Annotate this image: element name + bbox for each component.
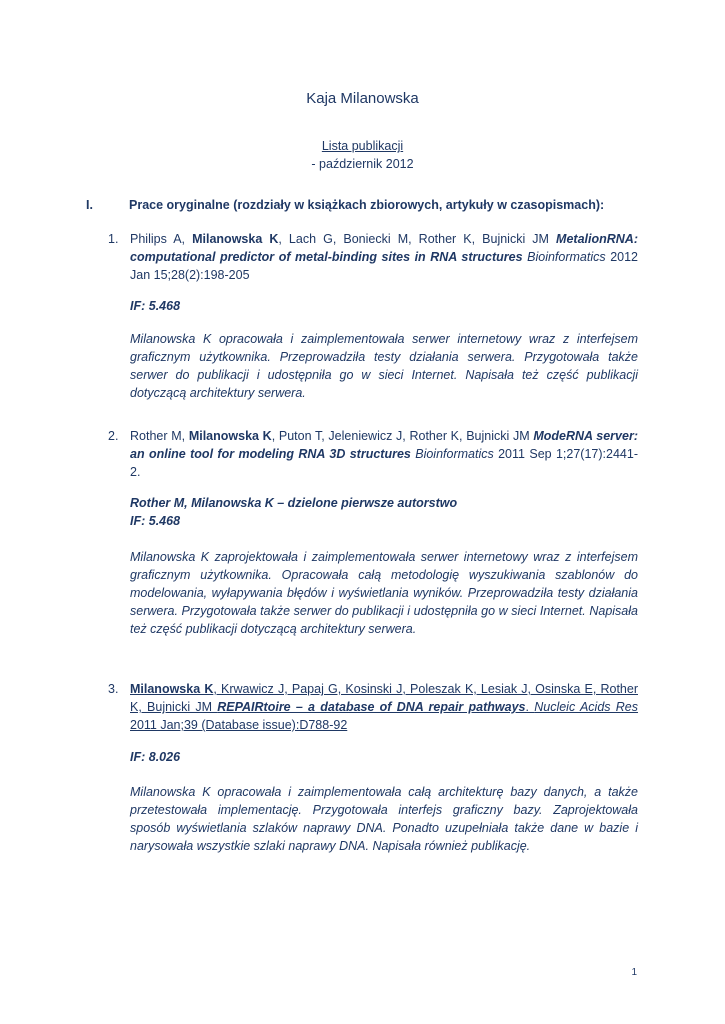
publication-title: REPAIRtoire – a database of DNA repair pathways [217, 700, 526, 714]
publication-3-impact-factor: IF: 8.026 [130, 750, 181, 764]
publication-details: 2011 Jan;39 (Database issue):D788-92 [130, 718, 348, 732]
journal-name: Bioinformatics [415, 447, 494, 461]
journal-name: Bioinformatics [527, 250, 606, 264]
highlighted-author: Milanowska K [188, 429, 272, 443]
highlighted-author: Milanowska K [130, 682, 214, 696]
page-number: 1 [631, 967, 637, 978]
authors-after: , Krwawicz J, Papaj G, Kosinski J, Poleszak K, Lesiak J, Osinska E, Rother K, Bujnicki JM [130, 682, 638, 714]
publication-3-citation: 3. Milanowska K, Krwawicz J, Papaj G, Kosinski J, Poleszak K, Lesiak J, Osinska E, Rother K, Bujnicki JM REPAIRtoire – a database of DNA repair pathways. Nucleic Acids Res 2011 Jan;39 (Database issue):D788-92 [108, 682, 639, 732]
publication-1-contribution: Milanowska K opracowała i zaimplementowała serwer internetowy wraz z interfejsem graficznym użytkownika. Przeprowadziła testy działania serwera. Przygotowała także serwer do publikacji i udostępniła go w sieci Internet. Napisała też część publikacji dotyczącą architektury serwera. [130, 332, 638, 400]
publication-3-contribution: Milanowska K opracowała i zaimplementowała całą architekturę bazy danych, a także przetestowała implementację. Przygotowała interfejs graficzny bazy. Zaprojektowała sposób wyświetlania szlaków naprawy DNA. Ponadto uzupełniała także dane w bazie i narysowała wszystkie szlaki naprawy DNA. Napisała również publikację. [130, 785, 638, 853]
list-title: Lista publikacji [321, 139, 404, 153]
list-heading [0, 137, 725, 173]
publication-2-contribution: Milanowska K zaprojektowała i zaimplementowała serwer internetowy wraz z interfejsem graficznym użytkownika. Opracowała całą metodologię wyszukiwania szablonów do modelowania, wyłapywania błędów i wyświetlania wyników. Przeprowadziła testy działania serwera. Przygotowała także serwer do publikacji i udostępniła go w sieci Internet. Napisała też część publikacji dotyczącą architektury serwera. [130, 550, 638, 636]
authors-before: Rother M, [130, 429, 189, 443]
publication-details: 2011 Sep 1;27(17):2441-2. [130, 447, 638, 479]
section-number: I. [86, 198, 93, 212]
journal-name: Nucleic Acids Res [534, 700, 639, 714]
publication-number: 3. [108, 682, 119, 696]
author-name: Kaja Milanowska [306, 90, 419, 107]
authors-before: Philips A, [130, 232, 193, 246]
publication-2-impact-factor: IF: 5.468 [130, 514, 181, 528]
publication-number: 1. [108, 232, 119, 246]
publication-title: ModeRNA server: an online tool for modeling RNA 3D structures [130, 429, 638, 461]
section-heading [86, 198, 646, 212]
authors-after: , Lach G, Boniecki M, Rother K, Bujnicki JM [278, 232, 557, 246]
publication-1-impact-factor: IF: 5.468 [130, 299, 181, 313]
publication-number: 2. [108, 429, 119, 443]
publication-2-shared-authorship: Rother M, Milanowska K – dzielone pierwsze autorstwo [130, 496, 458, 510]
publication-details: 2012 Jan 15;28(2):198-205 [130, 250, 638, 282]
publication-2-citation [108, 427, 638, 481]
section-title: Prace oryginalne (rozdziały w książkach zbiorowych, artykuły w czasopismach): [129, 198, 605, 212]
authors-after: , Puton T, Jeleniewicz J, Rother K, Bujnicki JM [271, 429, 534, 443]
publication-1-citation [108, 230, 638, 284]
highlighted-author: Milanowska K [192, 232, 279, 246]
publication-title: MetalionRNA: computational predictor of metal-binding sites in RNA structures [130, 232, 638, 264]
list-date: - październik 2012 [311, 157, 414, 171]
